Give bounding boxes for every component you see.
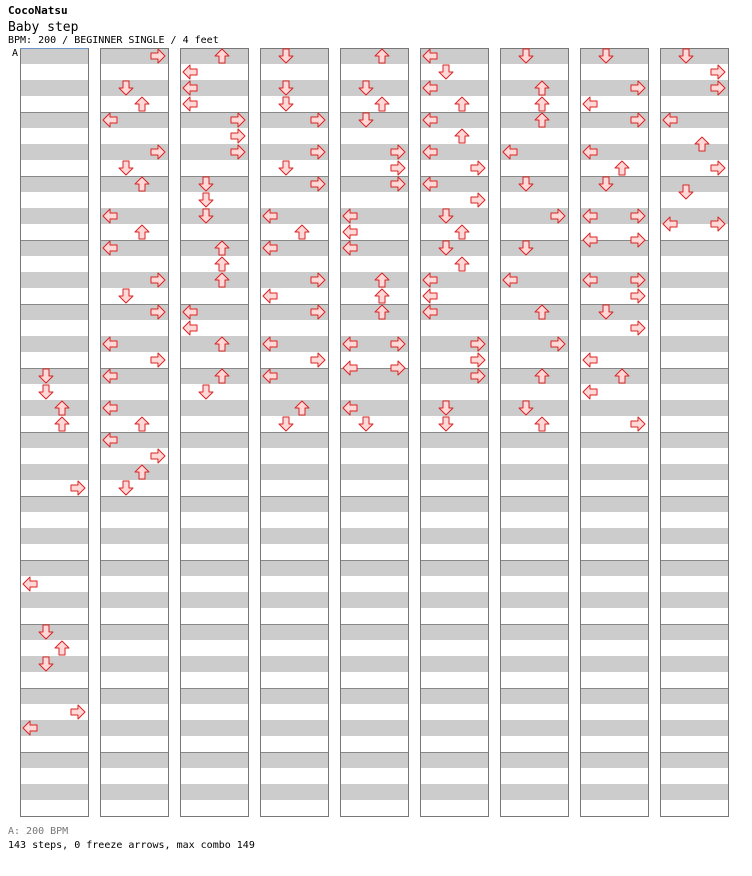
chart-column — [20, 48, 89, 817]
beat-stripe — [660, 144, 728, 160]
beat-stripe — [260, 688, 328, 704]
right-arrow-icon — [471, 161, 485, 175]
beat-stripe — [500, 720, 568, 736]
beat-stripe — [340, 304, 408, 320]
beat-stripe — [20, 368, 88, 384]
beat-stripe — [500, 592, 568, 608]
chart-column — [100, 48, 169, 817]
beat-stripe — [580, 496, 648, 512]
beat-stripe — [100, 176, 168, 192]
beat-stripe — [180, 528, 248, 544]
left-arrow-icon — [183, 321, 197, 335]
right-arrow-icon — [711, 161, 725, 175]
up-arrow-icon — [135, 225, 149, 239]
beat-stripe — [660, 592, 728, 608]
beat-stripe — [20, 432, 88, 448]
beat-stripe — [420, 560, 488, 576]
beat-stripe — [340, 432, 408, 448]
down-arrow-icon — [199, 385, 213, 399]
beat-stripe — [580, 784, 648, 800]
beat-stripe — [660, 176, 728, 192]
up-arrow-icon — [55, 417, 69, 431]
beat-stripe — [340, 528, 408, 544]
down-arrow-icon — [119, 161, 133, 175]
beat-stripe — [580, 688, 648, 704]
beat-stripe — [180, 240, 248, 256]
beat-stripe — [260, 432, 328, 448]
beat-stripe — [420, 208, 488, 224]
beat-stripe — [500, 464, 568, 480]
right-arrow-icon — [71, 481, 85, 495]
up-arrow-icon — [295, 225, 309, 239]
beat-stripe — [660, 48, 728, 64]
left-arrow-icon — [423, 289, 437, 303]
left-arrow-icon — [343, 225, 357, 239]
beat-stripe — [260, 784, 328, 800]
beat-stripe — [660, 304, 728, 320]
beat-stripe — [180, 272, 248, 288]
up-arrow-icon — [535, 417, 549, 431]
beat-stripe — [20, 400, 88, 416]
down-arrow-icon — [279, 417, 293, 431]
beat-stripe — [500, 80, 568, 96]
beat-stripe — [100, 688, 168, 704]
beat-stripe — [580, 304, 648, 320]
beat-stripe — [420, 688, 488, 704]
beat-stripe — [660, 368, 728, 384]
beat-stripe — [580, 432, 648, 448]
step-stats: 143 steps, 0 freeze arrows, max combo 149 — [8, 840, 255, 851]
beat-stripe — [20, 304, 88, 320]
beat-stripe — [340, 688, 408, 704]
beat-stripe — [420, 592, 488, 608]
beat-stripe — [180, 464, 248, 480]
beat-stripe — [20, 624, 88, 640]
beat-stripe — [100, 464, 168, 480]
beat-stripe — [580, 624, 648, 640]
beat-stripe — [660, 272, 728, 288]
up-arrow-icon — [455, 225, 469, 239]
beat-stripe — [660, 496, 728, 512]
right-arrow-icon — [711, 65, 725, 79]
beat-stripe — [100, 720, 168, 736]
beat-stripe — [580, 656, 648, 672]
down-arrow-icon — [439, 65, 453, 79]
up-arrow-icon — [615, 161, 629, 175]
beat-stripe — [260, 496, 328, 512]
beat-stripe — [100, 528, 168, 544]
beat-stripe — [420, 624, 488, 640]
bpm-marker-label: A — [12, 48, 19, 59]
beat-stripe — [420, 496, 488, 512]
beat-stripe — [580, 720, 648, 736]
beat-stripe — [500, 656, 568, 672]
beat-stripe — [180, 208, 248, 224]
right-arrow-icon — [471, 193, 485, 207]
beat-stripe — [500, 368, 568, 384]
chart-column — [260, 48, 329, 817]
beat-stripe — [420, 464, 488, 480]
left-arrow-icon — [583, 353, 597, 367]
left-arrow-icon — [583, 97, 597, 111]
beat-stripe — [580, 176, 648, 192]
beat-stripe — [500, 48, 568, 64]
beat-stripe — [260, 560, 328, 576]
beat-stripe — [340, 112, 408, 128]
beat-stripe — [100, 560, 168, 576]
beat-stripe — [180, 592, 248, 608]
beat-stripe — [20, 80, 88, 96]
up-arrow-icon — [55, 641, 69, 655]
up-arrow-icon — [135, 97, 149, 111]
up-arrow-icon — [375, 97, 389, 111]
up-arrow-icon — [455, 97, 469, 111]
up-arrow-icon — [455, 257, 469, 271]
right-arrow-icon — [151, 449, 165, 463]
beat-stripe — [660, 624, 728, 640]
beat-stripe — [20, 48, 88, 64]
down-arrow-icon — [39, 385, 53, 399]
beat-stripe — [180, 368, 248, 384]
song-title: Baby step — [8, 20, 79, 35]
bpm-marker-line — [20, 48, 88, 49]
beat-stripe — [180, 656, 248, 672]
beat-stripe — [500, 784, 568, 800]
beat-stripe — [660, 656, 728, 672]
beat-stripe — [100, 496, 168, 512]
beat-stripe — [420, 784, 488, 800]
beat-stripe — [500, 688, 568, 704]
beat-stripe — [500, 560, 568, 576]
beat-stripe — [20, 112, 88, 128]
beat-stripe — [500, 240, 568, 256]
beat-stripe — [500, 528, 568, 544]
beat-stripe — [340, 496, 408, 512]
right-arrow-icon — [631, 417, 645, 431]
beat-stripe — [340, 784, 408, 800]
down-arrow-icon — [119, 481, 133, 495]
right-arrow-icon — [631, 321, 645, 335]
beat-stripe — [20, 528, 88, 544]
beat-stripe — [660, 432, 728, 448]
beat-stripe — [580, 464, 648, 480]
down-arrow-icon — [279, 97, 293, 111]
beat-stripe — [20, 464, 88, 480]
chart-column — [500, 48, 569, 817]
beat-stripe — [260, 80, 328, 96]
beat-stripe — [260, 464, 328, 480]
up-arrow-icon — [455, 129, 469, 143]
beat-stripe — [340, 752, 408, 768]
beat-stripe — [340, 560, 408, 576]
down-arrow-icon — [119, 289, 133, 303]
beat-stripe — [340, 656, 408, 672]
beat-stripe — [660, 560, 728, 576]
beat-stripe — [100, 656, 168, 672]
up-arrow-icon — [215, 257, 229, 271]
beat-stripe — [660, 400, 728, 416]
right-arrow-icon — [71, 705, 85, 719]
beat-stripe — [340, 80, 408, 96]
beat-stripe — [660, 336, 728, 352]
beat-stripe — [20, 592, 88, 608]
beat-stripe — [340, 624, 408, 640]
beat-stripe — [20, 688, 88, 704]
chart-column — [180, 48, 249, 817]
beat-stripe — [20, 752, 88, 768]
beat-stripe — [20, 208, 88, 224]
beat-stripe — [20, 144, 88, 160]
beat-stripe — [420, 720, 488, 736]
beat-stripe — [100, 624, 168, 640]
beat-stripe — [180, 400, 248, 416]
beat-stripe — [500, 432, 568, 448]
beat-stripe — [580, 560, 648, 576]
beat-stripe — [580, 752, 648, 768]
beat-stripe — [580, 336, 648, 352]
beat-stripe — [660, 240, 728, 256]
beat-stripe — [500, 304, 568, 320]
beat-stripe — [340, 272, 408, 288]
beat-stripe — [260, 656, 328, 672]
beat-stripe — [260, 48, 328, 64]
beat-stripe — [100, 80, 168, 96]
beat-stripe — [420, 400, 488, 416]
beat-stripe — [260, 400, 328, 416]
beat-stripe — [180, 624, 248, 640]
beat-stripe — [420, 240, 488, 256]
beat-stripe — [580, 368, 648, 384]
beat-stripe — [580, 48, 648, 64]
beat-stripe — [260, 752, 328, 768]
left-arrow-icon — [263, 289, 277, 303]
beat-stripe — [260, 528, 328, 544]
chart-info: BPM: 200 / BEGINNER SINGLE / 4 feet — [8, 35, 219, 46]
beat-stripe — [580, 400, 648, 416]
beat-stripe — [660, 464, 728, 480]
beat-stripe — [260, 624, 328, 640]
right-arrow-icon — [311, 353, 325, 367]
beat-stripe — [180, 752, 248, 768]
beat-stripe — [180, 48, 248, 64]
beat-stripe — [20, 336, 88, 352]
down-arrow-icon — [279, 161, 293, 175]
beat-stripe — [660, 688, 728, 704]
beat-stripe — [100, 784, 168, 800]
beat-stripe — [420, 752, 488, 768]
down-arrow-icon — [359, 417, 373, 431]
beat-stripe — [20, 784, 88, 800]
right-arrow-icon — [471, 353, 485, 367]
beat-stripe — [420, 656, 488, 672]
beat-stripe — [500, 752, 568, 768]
beat-stripe — [340, 720, 408, 736]
beat-stripe — [180, 720, 248, 736]
beat-stripe — [660, 752, 728, 768]
beat-stripe — [260, 592, 328, 608]
left-arrow-icon — [23, 577, 37, 591]
beat-stripe — [660, 528, 728, 544]
chart-column — [580, 48, 649, 817]
beat-stripe — [660, 784, 728, 800]
up-arrow-icon — [135, 417, 149, 431]
beat-stripe — [180, 432, 248, 448]
beat-stripe — [100, 752, 168, 768]
beat-stripe — [180, 784, 248, 800]
left-arrow-icon — [183, 97, 197, 111]
beat-stripe — [420, 528, 488, 544]
right-arrow-icon — [231, 129, 245, 143]
beat-stripe — [180, 336, 248, 352]
beat-stripe — [660, 720, 728, 736]
right-arrow-icon — [391, 161, 405, 175]
beat-stripe — [340, 464, 408, 480]
down-arrow-icon — [199, 193, 213, 207]
beat-stripe — [20, 560, 88, 576]
right-arrow-icon — [631, 289, 645, 303]
beat-stripe — [500, 624, 568, 640]
artist-name: CocoNatsu — [8, 4, 68, 17]
beat-stripe — [500, 112, 568, 128]
beat-stripe — [180, 560, 248, 576]
beat-stripe — [260, 720, 328, 736]
beat-stripe — [20, 496, 88, 512]
beat-stripe — [340, 592, 408, 608]
up-arrow-icon — [375, 289, 389, 303]
beat-stripe — [180, 496, 248, 512]
bpm-legend: A: 200 BPM — [8, 826, 69, 837]
beat-stripe — [180, 176, 248, 192]
beat-stripe — [420, 432, 488, 448]
up-arrow-icon — [535, 97, 549, 111]
down-arrow-icon — [439, 417, 453, 431]
beat-stripe — [500, 176, 568, 192]
beat-stripe — [580, 528, 648, 544]
beat-stripe — [180, 688, 248, 704]
beat-stripe — [20, 656, 88, 672]
beat-stripe — [500, 400, 568, 416]
beat-stripe — [20, 240, 88, 256]
left-arrow-icon — [583, 385, 597, 399]
beat-stripe — [580, 592, 648, 608]
beat-stripe — [500, 496, 568, 512]
beat-stripe — [20, 176, 88, 192]
right-arrow-icon — [151, 353, 165, 367]
beat-stripe — [340, 48, 408, 64]
beat-stripe — [100, 592, 168, 608]
beat-stripe — [20, 272, 88, 288]
left-arrow-icon — [183, 65, 197, 79]
